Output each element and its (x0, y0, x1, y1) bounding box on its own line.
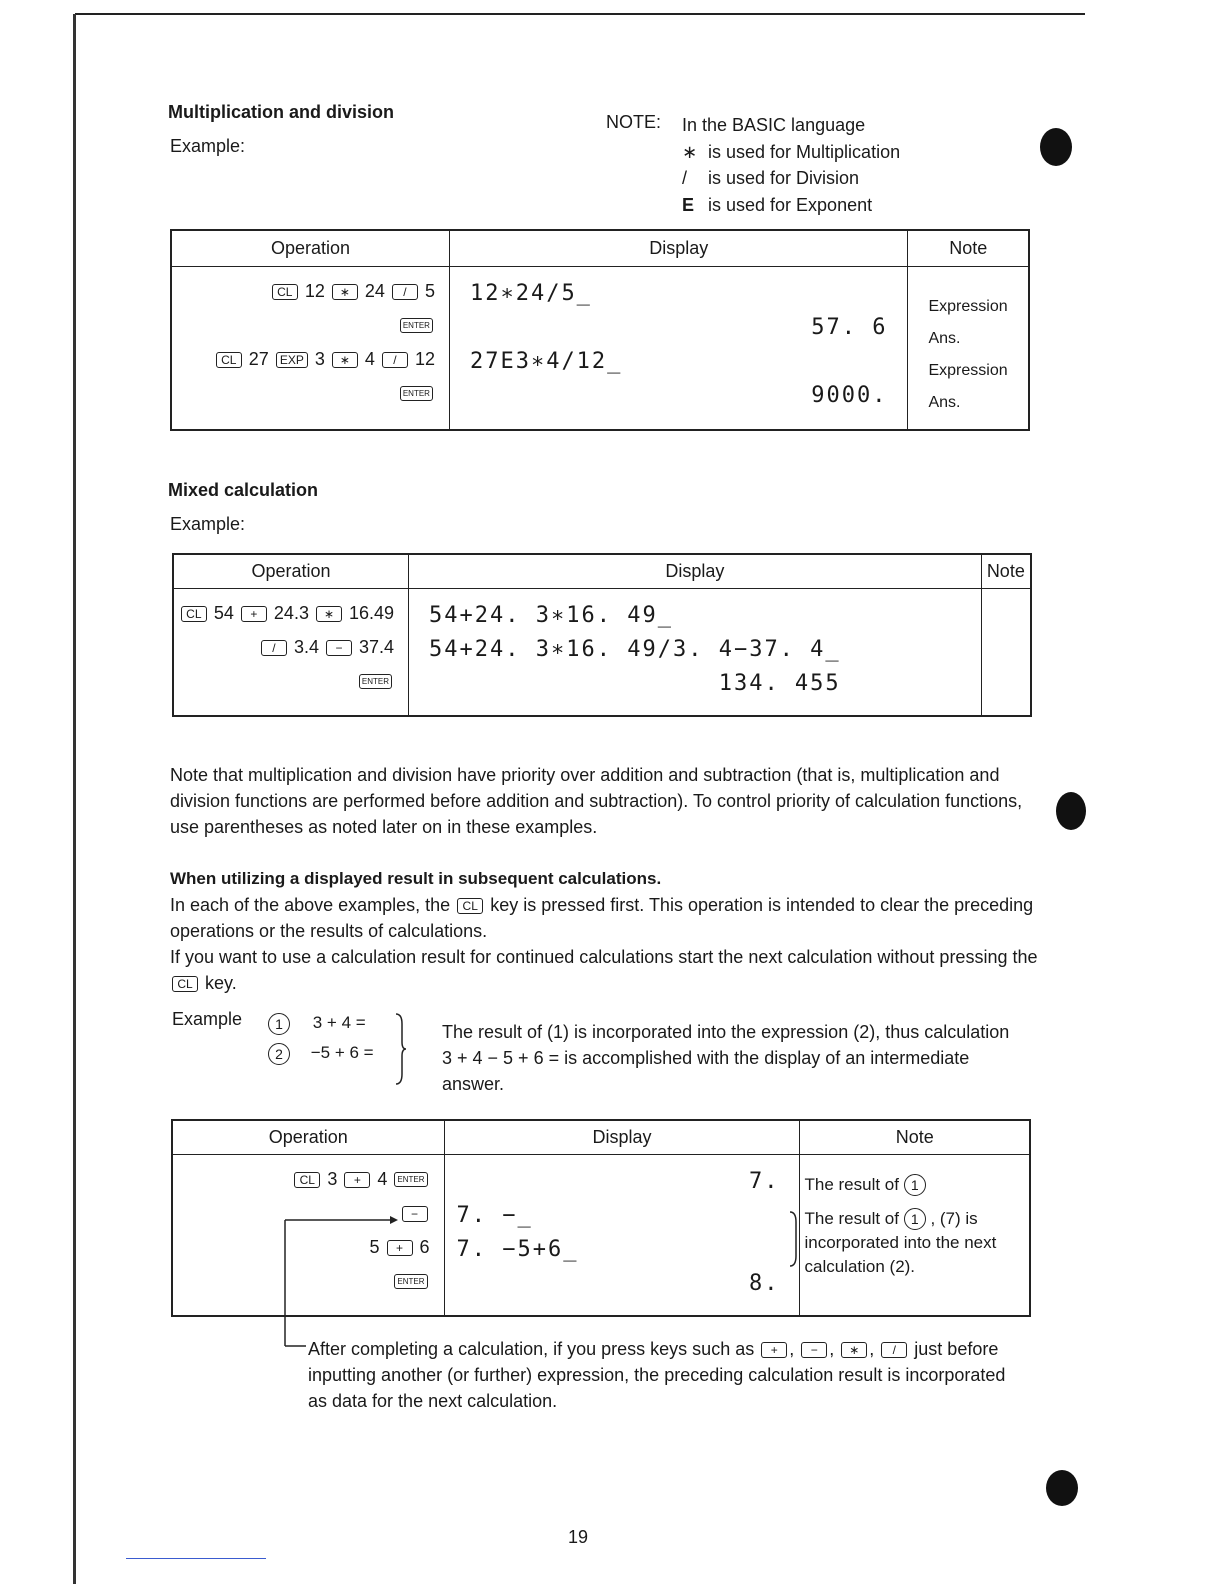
column-header: Display (444, 1120, 800, 1154)
clear-key-paragraph (170, 892, 1038, 944)
display-line: 9000. (811, 382, 888, 408)
plus-key: + (344, 1172, 370, 1188)
operand: 5 (369, 1236, 380, 1257)
display-cell (409, 588, 982, 716)
operation-row (174, 637, 408, 671)
arrow-connector (280, 1210, 420, 1350)
note-cell (800, 1154, 1030, 1316)
exp-key: EXP (276, 352, 308, 368)
note-bracket (786, 1210, 800, 1268)
section-title-multiplication: Multiplication and division (168, 102, 395, 122)
minus-key: − (326, 640, 352, 656)
cl-key: CL (216, 352, 242, 368)
basic-note (682, 112, 900, 218)
note-line: / is used for Division (682, 168, 860, 188)
minus-key: − (402, 1206, 428, 1222)
punch-hole (1046, 1470, 1078, 1506)
operand: 3.4 (293, 636, 319, 657)
note-cell (908, 266, 1029, 430)
plus-key: + (241, 606, 267, 622)
operation-row (174, 603, 408, 637)
cl-key: CL (172, 976, 198, 992)
cl-key: CL (272, 284, 298, 300)
note-cell (981, 588, 1031, 716)
operation-row (172, 383, 449, 417)
enter-key: ENTER (394, 1172, 427, 1187)
operand: 5 (424, 280, 435, 301)
column-header: Operation (171, 230, 449, 266)
equation-1 (268, 1008, 374, 1038)
divide-key: / (392, 284, 418, 300)
note-result-1 (804, 1173, 1021, 1207)
column-header: Operation (173, 554, 409, 588)
plus-key: + (387, 1240, 413, 1256)
display-cell (449, 266, 908, 430)
brace-icon (394, 1012, 408, 1086)
left-binding-edge (73, 14, 76, 1584)
cl-key: CL (181, 606, 207, 622)
punch-hole (1040, 128, 1072, 166)
table-multiplication (170, 229, 1030, 431)
column-header: Note (981, 554, 1031, 588)
enter-key: ENTER (400, 318, 433, 333)
top-rule (75, 13, 1085, 15)
operand: 12 (304, 280, 325, 301)
multiply-key: ∗ (332, 352, 358, 368)
note-label: NOTE: (606, 112, 662, 132)
display-line: 12∗24/5_ (469, 280, 592, 306)
multiply-key: ∗ (841, 1342, 867, 1358)
operand: 24 (364, 280, 385, 301)
equation-2 (268, 1038, 374, 1068)
column-header: Operation (172, 1120, 444, 1154)
operand: 54 (213, 602, 234, 623)
circle-number: 1 (904, 1208, 926, 1230)
enter-key: ENTER (359, 674, 392, 689)
example-label: Example: (170, 136, 246, 156)
divide-key: / (382, 352, 408, 368)
example-label: Example (172, 1009, 243, 1029)
cl-key: CL (457, 898, 483, 914)
circle-number: 1 (904, 1174, 926, 1196)
note-line: E is used for Exponent (682, 194, 873, 215)
footnote: After completing a calculation, if you press keys such as + , − , ∗ , / just before inputting another (or further) expression, the preceding calculation result is incorporated as data for the next calculation. (308, 1339, 1006, 1411)
operand: 3 (327, 1168, 338, 1189)
incorporation-explanation: The result of (1) is incorporated into the expression (2), thus calculation 3 + 4 − 5 + 6 = is accomplished with the display of an intermediate answer. (442, 1022, 1010, 1094)
operand: 4 (364, 348, 375, 369)
display-line: 54+24. 3∗16. 49/3. 4−37. 4_ (429, 636, 841, 662)
equation-text: 3 + 4 = (312, 1013, 366, 1032)
enter-key: ENTER (394, 1274, 427, 1289)
cl-key: CL (294, 1172, 320, 1188)
operation-cell (173, 588, 409, 716)
display-line: 134. 455 (718, 670, 841, 696)
divide-key: / (261, 640, 287, 656)
operation-row (172, 315, 449, 349)
display-line: 54+24. 3∗16. 49_ (429, 602, 673, 628)
operand: 37.4 (359, 636, 395, 657)
display-cell (444, 1154, 800, 1316)
note-line: In the BASIC language (682, 115, 866, 135)
table-mixed (172, 553, 1032, 717)
priority-paragraph: Note that multiplication and division have priority over addition and subtraction (that is, multiplication and division functions are performed before addition and subtraction). To control priority of calculation functions, use parentheses as noted later on in these examples. (170, 765, 1023, 837)
divide-key: / (881, 1342, 907, 1358)
display-line: 57. 6 (811, 314, 888, 340)
operation-row (172, 281, 449, 315)
multiply-key: ∗ (332, 284, 358, 300)
note-text: Ans. (928, 393, 961, 411)
section-title-displayed-result: When utilizing a displayed result in subsequent calculations. (170, 869, 662, 888)
note-text: Expression (928, 361, 1008, 379)
text: If you want to use a calculation result for continued calculations start the next calculation without pressing the (170, 947, 1038, 967)
column-header: Display (409, 554, 982, 588)
operand: 12 (414, 348, 435, 369)
operation-row (174, 671, 408, 705)
operand: 3 (314, 348, 325, 369)
circle-number: 1 (268, 1013, 290, 1035)
note-text: Ans. (928, 329, 961, 347)
operation-row (172, 349, 449, 383)
text: In each of the above examples, the (170, 895, 451, 915)
note-line: ∗ is used for Multiplication (682, 141, 901, 162)
display-line: 27E3∗4/12_ (469, 348, 623, 374)
text: key is pressed first. This operation is intended to clear the preceding operations or the results of calculations. (170, 895, 1034, 941)
continue-paragraph (170, 944, 1038, 996)
page-number: 19 (568, 1527, 589, 1547)
text: The result of (804, 1174, 899, 1194)
operation-cell (171, 266, 449, 430)
display-line: 7. (748, 1168, 780, 1194)
column-header: Display (449, 230, 908, 266)
text: just before inputting another (or further) expression, the preceding calculation result is incorporated as data for the next calculation. (308, 1339, 1006, 1411)
operand: 4 (377, 1168, 388, 1189)
plus-key: + (761, 1342, 787, 1358)
section-title-mixed: Mixed calculation (168, 480, 319, 500)
note-text: Expression (928, 297, 1008, 315)
text: After completing a calculation, if you press keys such as (308, 1339, 755, 1359)
operand: 24.3 (273, 602, 309, 623)
display-line: 7. −_ (456, 1202, 533, 1228)
display-line: 7. −5+6_ (456, 1236, 579, 1262)
text: key. (205, 973, 237, 993)
text: The result of (804, 1208, 899, 1228)
operation-row (173, 1169, 444, 1203)
operand: 6 (419, 1236, 430, 1257)
column-header: Note (800, 1120, 1030, 1154)
note-incorporated (804, 1207, 1021, 1279)
equation-text: −5 + 6 = (310, 1043, 374, 1062)
text: , (7) is incorporated into the next calculation (2). (804, 1208, 997, 1276)
column-header: Note (908, 230, 1029, 266)
operand: 16.49 (349, 602, 395, 623)
punch-hole (1056, 792, 1086, 830)
example-label: Example: (170, 514, 246, 534)
minus-key: − (801, 1342, 827, 1358)
circle-number: 2 (268, 1043, 290, 1065)
operand: 27 (248, 348, 269, 369)
enter-key: ENTER (400, 386, 433, 401)
display-line: 8. (748, 1270, 780, 1296)
footer-rule (126, 1558, 266, 1559)
example-equations (268, 1008, 374, 1068)
section3-body (170, 892, 1038, 996)
multiply-key: ∗ (316, 606, 342, 622)
